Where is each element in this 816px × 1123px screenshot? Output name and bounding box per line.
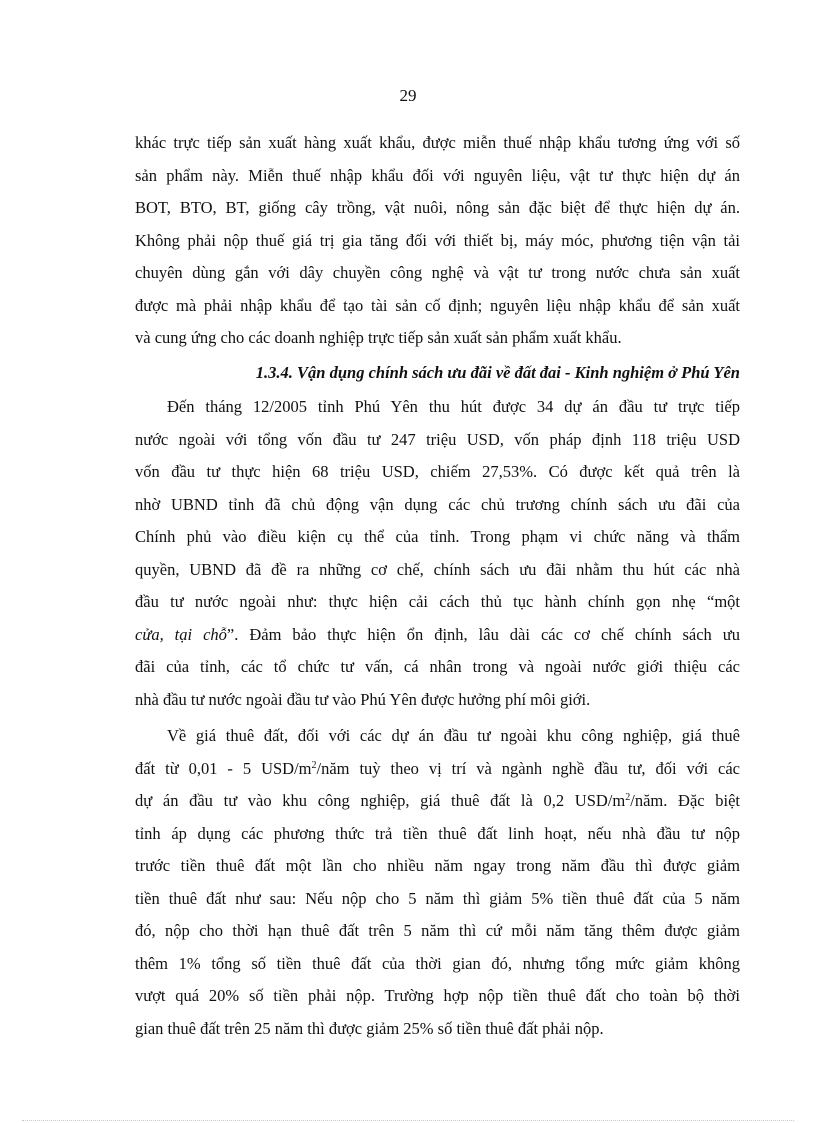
text-span: /năm tuỳ theo vị trí và ngành nghề đầu tư, đối với các	[316, 758, 741, 778]
text-span: dự án đầu tư vào khu công nghiệp, giá thuê đất là 0,2 USD/m	[135, 791, 626, 810]
text-line: đãi của tỉnh, các tổ chức tư vấn, cá nhân trong và ngoài nước giới thiệu các	[135, 657, 740, 676]
paragraph-phu-yen-fdi	[135, 391, 740, 716]
text-line: tỉnh áp dụng các phương thức trả tiền thuê đất linh hoạt, nếu nhà đầu tư nộp	[135, 823, 740, 843]
text-line: Chính phủ vào điều kiện cụ thể của tỉnh. Trong phạm vi chức năng và thẩm	[135, 527, 740, 546]
text-line	[135, 619, 740, 652]
text-line: nước ngoài với tổng vốn đầu tư 247 triệu USD, vốn pháp định 118 triệu USD	[135, 429, 740, 449]
text-line: đầu tư nước ngoài như: thực hiện cải cách thủ tục hành chính gọn nhẹ “một	[135, 592, 740, 611]
paragraph-land-rent	[135, 720, 740, 1045]
document-body	[135, 127, 740, 1045]
text-span: ”. Đảm bảo thực hiện ổn định, lâu dài các cơ chế chính sách ưu	[226, 624, 740, 644]
text-line: BOT, BTO, BT, giống cây trồng, vật nuôi, nông sản đặc biệt để thực hiện dự án.	[135, 198, 740, 217]
text-line: và cung ứng cho các doanh nghiệp trực tiếp sản xuất sản phẩm xuất khẩu.	[135, 328, 622, 347]
superscript: 2	[625, 792, 631, 803]
text-line	[135, 785, 740, 818]
text-line: trước tiền thuê đất một lần cho nhiều năm ngay trong năm đầu thì được giảm	[135, 856, 740, 875]
paragraph-import-tax	[135, 127, 740, 355]
italic-phrase: cửa, tại chỗ	[135, 624, 227, 644]
text-line: vượt quá 20% số tiền phải nộp. Trường hợp nộp tiền thuê đất cho toàn bộ thời	[135, 986, 740, 1005]
text-line: Không phải nộp thuế giá trị gia tăng đối với thiết bị, máy móc, phương tiện vận tải	[135, 230, 740, 250]
superscript: 2	[311, 759, 317, 771]
text-line: tiền thuê đất như sau: Nếu nộp cho 5 năm thì giảm 5% tiền thuê đất của 5 năm	[135, 888, 740, 908]
text-line: Về giá thuê đất, đối với các dự án đầu tư ngoài khu công nghiệp, giá thuê	[167, 726, 740, 745]
text-line: khác trực tiếp sản xuất hàng xuất khẩu, được miễn thuế nhập khẩu tương ứng với số	[135, 133, 740, 152]
text-line	[135, 753, 740, 786]
text-line: thêm 1% tổng số tiền thuê đất của thời gian đó, nhưng tổng mức giảm không	[135, 953, 740, 973]
page-number: 29	[399, 86, 417, 105]
text-line: vốn đầu tư thực hiện 68 triệu USD, chiếm 27,53%. Có được kết quả trên là	[135, 462, 740, 481]
text-line: quyền, UBND đã đề ra những cơ chế, chính sách ưu đãi nhằm thu hút các nhà	[135, 559, 740, 579]
text-line: nhờ UBND tỉnh đã chủ động vận dụng các chủ trương chính sách ưu đãi của	[135, 494, 740, 514]
section-heading: 1.3.4. Vận dụng chính sách ưu đãi về đất đai - Kinh nghiệm ở Phú Yên	[255, 362, 740, 382]
text-line: nhà đầu tư nước ngoài đầu tư vào Phú Yên được hưởng phí môi giới.	[135, 689, 591, 709]
text-line: được mà phải nhập khẩu để tạo tài sản cố định; nguyên liệu nhập khẩu để sản xuất	[135, 295, 740, 315]
text-span: đất từ 0,01 - 5 USD/m	[135, 758, 312, 778]
text-line: Đến tháng 12/2005 tỉnh Phú Yên thu hút được 34 dự án đầu tư trực tiếp	[167, 397, 740, 416]
text-line: đó, nộp cho thời hạn thuê đất trên 5 năm thì cứ mỗi năm tăng thêm được giảm	[135, 921, 740, 940]
text-line: gian thuê đất trên 25 năm thì được giảm 25% số tiền thuê đất phải nộp.	[135, 1018, 604, 1038]
page-bottom-border	[22, 1120, 794, 1121]
text-line: sản phẩm này. Miễn thuế nhập khẩu đối với nguyên liệu, vật tư thực hiện dự án	[135, 165, 740, 185]
text-line: chuyên dùng gắn với dây chuyền công nghệ và vật tư trong nước chưa sản xuất	[135, 263, 740, 282]
text-span: /năm. Đặc biệt	[630, 791, 741, 810]
